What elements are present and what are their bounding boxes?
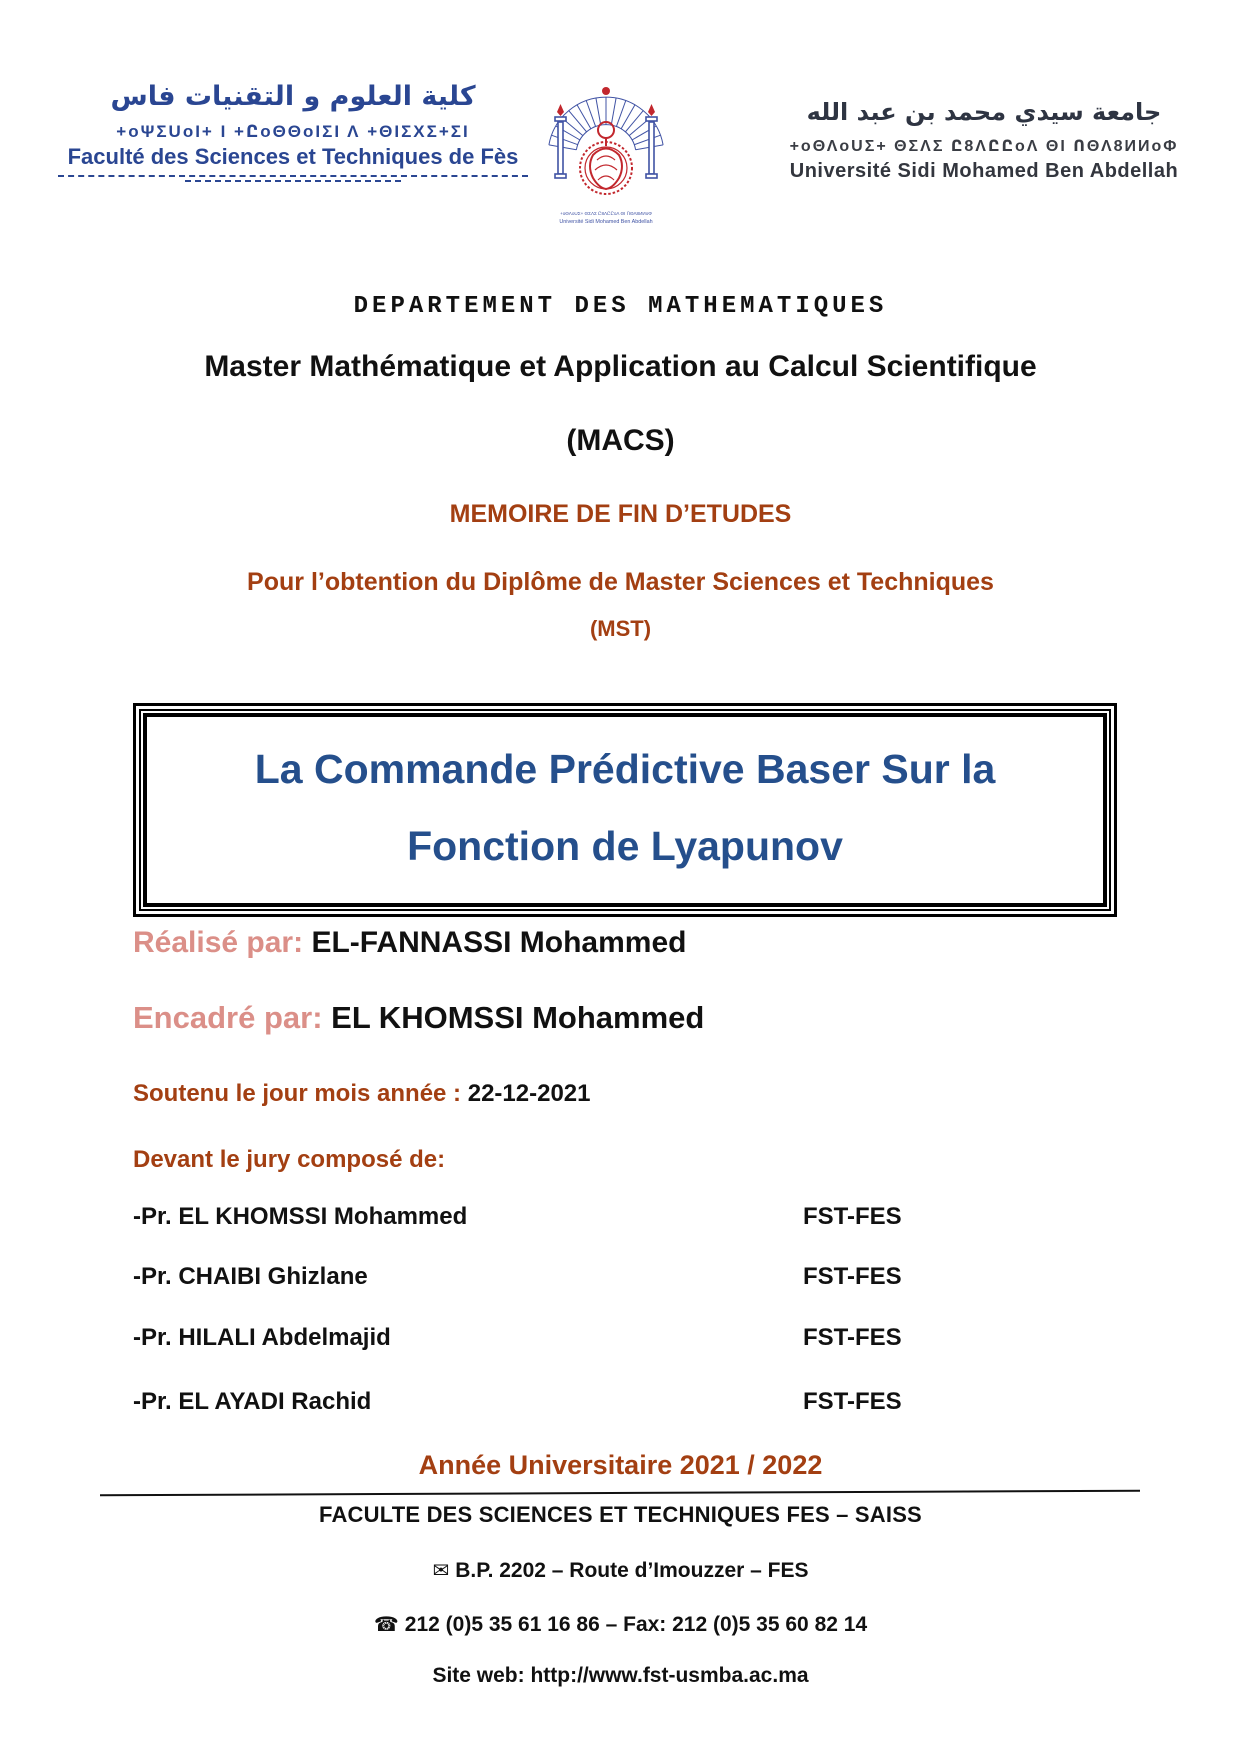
faculty-name-arabic: كلية العلوم و التقنيات فاس	[110, 81, 476, 112]
faculty-name-tifinagh: +oΨΣUoΙ+ Ι +ԸoΘΘoΙΣΙ Λ +ΘΙΣΧΣ+ΣΙ	[116, 122, 470, 141]
jury-member-affiliation: FST-FES	[803, 1324, 902, 1351]
emblem-caption-french: Université Sidi Mohamed Ben Abdellah	[559, 219, 653, 225]
footer-address-line	[0, 1558, 1241, 1583]
dash-separator	[58, 175, 528, 177]
master-program-title: Master Mathématique et Application au Calcul Scientifique	[204, 350, 1037, 383]
emblem-caption-tifinagh: +oΘΛoUΣ+ ΘΣΛΣ Ը8ΛԸԸoΛ ΘΙ ՈΘΛ8ИИoΦ	[560, 211, 652, 216]
supervisor-name: EL KHOMSSI Mohammed	[331, 1000, 705, 1035]
jury-row	[133, 1263, 1108, 1291]
title-box-inner-border	[143, 713, 1107, 907]
jury-member-name: -Pr. EL AYADI Rachid	[133, 1388, 372, 1415]
thesis-title-line2: Fonction de Lyapunov	[407, 823, 843, 869]
jury-member-name: -Pr. HILALI Abdelmajid	[133, 1324, 391, 1351]
mail-icon: ✉	[432, 1558, 450, 1582]
title-box-middle-border	[139, 709, 1111, 911]
thesis-title-line1: La Commande Prédictive Baser Sur la	[254, 746, 996, 792]
dash-separator	[185, 180, 401, 182]
university-name-tifinagh: +oΘΛoUΣ+ ΘΣΛΣ Ը8ΛԸԸoΛ ΘΙ ՈΘΛ8ИИoΦ	[789, 138, 1179, 155]
jury-member-affiliation: FST-FES	[803, 1388, 902, 1415]
author-row	[133, 926, 686, 960]
university-emblem-logo	[526, 60, 686, 230]
jury-row	[133, 1324, 1108, 1352]
university-name-arabic: جامعة سيدي محمد بن عبد الله	[806, 98, 1162, 126]
faculty-logo-block	[58, 80, 528, 182]
jury-row	[133, 1388, 1108, 1416]
jury-member-name: -Pr. EL KHOMSSI Mohammed	[133, 1203, 468, 1230]
university-crest-icon	[526, 60, 686, 230]
defense-date-label: Soutenu le jour mois année :	[133, 1080, 462, 1107]
thesis-title-box	[133, 703, 1117, 917]
footer-faculty-name: FACULTE DES SCIENCES ET TECHNIQUES FES – SAISS	[319, 1502, 922, 1527]
footer-divider	[100, 1490, 1140, 1497]
faculty-name-french: Faculté des Sciences et Techniques de Fès	[67, 144, 519, 169]
diploma-acronym: (MST)	[589, 616, 652, 641]
jury-member-affiliation: FST-FES	[803, 1203, 902, 1230]
footer-phone: 212 (0)5 35 61 16 86 – Fax: 212 (0)5 35 60 82 14	[404, 1613, 868, 1636]
footer-website: Site web: http://www.fst-usmba.ac.ma	[432, 1664, 809, 1687]
supervisor-row	[133, 1000, 704, 1036]
footer-address: B.P. 2202 – Route d’Imouzzer – FES	[455, 1559, 809, 1582]
footer-phone-line	[0, 1612, 1241, 1637]
program-acronym: (MACS)	[566, 424, 675, 457]
memoire-heading: MEMOIRE DE FIN D’ETUDES	[449, 500, 792, 528]
jury-row	[133, 1203, 1108, 1231]
diploma-line: Pour l’obtention du Diplôme de Master Sciences et Techniques	[247, 568, 994, 596]
jury-heading: Devant le jury composé de:	[133, 1146, 446, 1173]
author-name: EL-FANNASSI Mohammed	[311, 926, 687, 959]
jury-member-affiliation: FST-FES	[803, 1263, 902, 1290]
department-heading: DEPARTEMENT DES MATHEMATIQUES	[353, 293, 888, 320]
phone-icon: ☎	[373, 1612, 399, 1636]
defense-date-row	[133, 1080, 590, 1108]
supervisor-label: Encadré par:	[133, 1000, 323, 1035]
jury-member-name: -Pr. CHAIBI Ghizlane	[133, 1263, 368, 1290]
university-name-block	[769, 98, 1199, 183]
academic-year: Année Universitaire 2021 / 2022	[418, 1450, 823, 1480]
defense-date-value: 22-12-2021	[467, 1080, 591, 1107]
university-name-french: Université Sidi Mohamed Ben Abdellah	[789, 160, 1179, 182]
author-label: Réalisé par:	[133, 926, 304, 959]
